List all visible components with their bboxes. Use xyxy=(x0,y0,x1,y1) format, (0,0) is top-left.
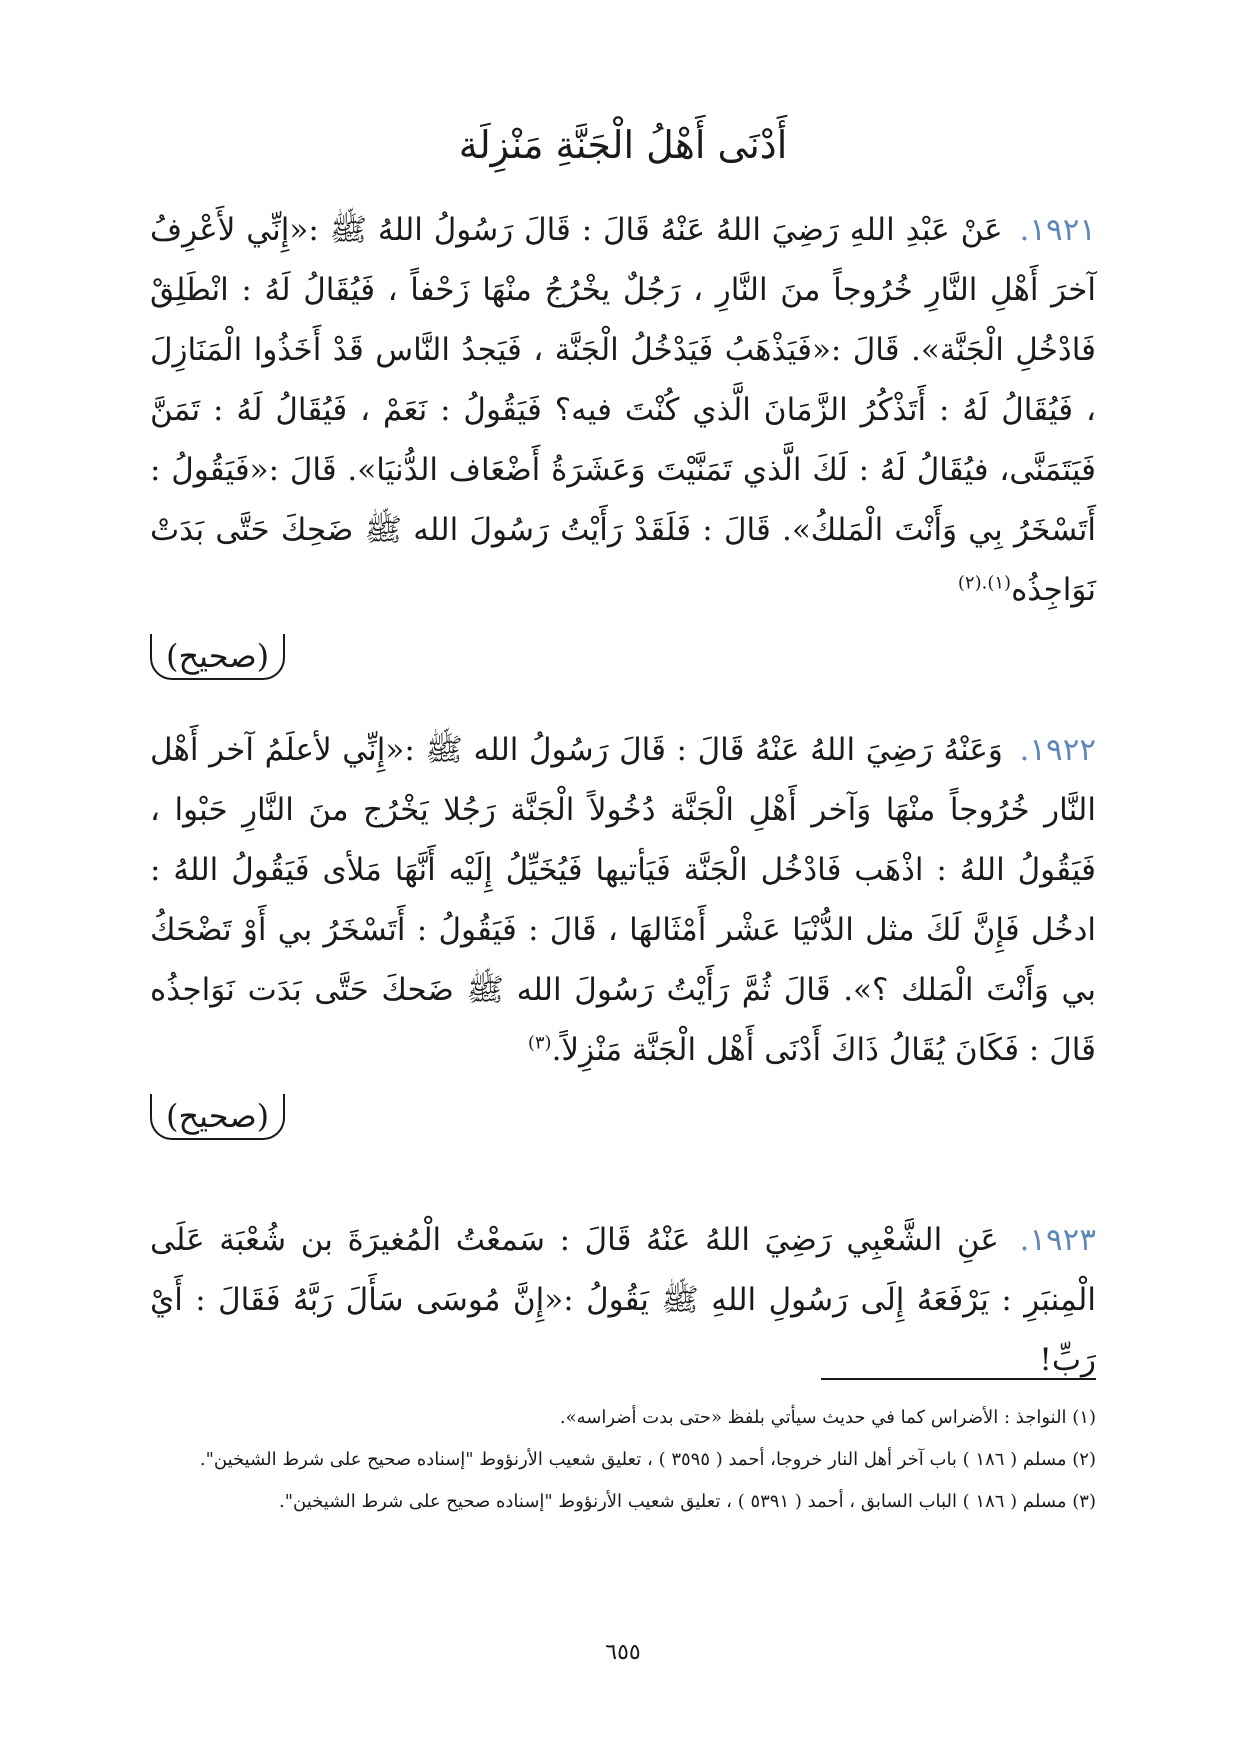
footnote-3: (٣) مسلم ( ١٨٦ ) الباب السابق ، أحمد ( ٥٣٩١ ) ، تعليق شعيب الأرنؤوط "إسناده صحيح على شرط الشيخين". xyxy=(279,1491,1096,1512)
hadith-1923 xyxy=(150,1210,1096,1390)
grade-label: (صحيح) xyxy=(150,1094,285,1140)
footnote-divider xyxy=(821,1378,1096,1380)
hadith-text: وَعَنْهُ رَضِيَ اللهُ عَنْهُ قَالَ : قَالَ رَسُولُ الله ﷺ :«إِنِّي لأعلَمُ آخر أَهْل النَّار خُرُوجاً منْهَا وَآخر أَهْلِ الْجَنَّة دُخُولاً الْجَنَّة رَجُلا يَخْرُج منَ النَّارِ حَبْوا ، فَيَقُولُ اللهُ : اذْهَب فَادْخُل الْجَنَّة فَيَأتيها فَيُخَيِّلُ إِلَيْه أَنَّهَا مَلأى فَيَقُولُ اللهُ : ادخُل فَإِنَّ لَكَ مثل الدُّنْيَا عَشْر أَمْثَالهَا ، قَالَ : فَيَقُولُ : أَتَسْخَرُ بي أَوْ تَضْحَكُ بي وَأَنْتَ الْمَلك ؟». قَالَ ثُمَّ رَأَيْتُ رَسُولَ الله ﷺ ضَحكَ حَتَّى بَدَت نَوَاجذُه قَالَ : فَكَانَ يُقَالُ ذَاكَ أَدْنَى أَهْل الْجَنَّة مَنْزِلاً. xyxy=(150,732,1096,1068)
hadith-number: ١٩٢١. xyxy=(1019,212,1096,248)
hadith-text: عَنِ الشَّعْبِي رَضِيَ اللهُ عَنْهُ قَالَ : سَمعْتُ الْمُغيرَةَ بن شُعْبَة عَلَى الْمِنبَرِ : يَرْفَعَهُ إِلَى رَسُولِ اللهِ ﷺ يَقُولُ :«إِنَّ مُوسَى سَأَلَ رَبَّهُ فَقَالَ : أَيْ رَبِّ! xyxy=(150,1222,1096,1378)
page-number: ٦٥٥ xyxy=(605,1640,641,1665)
grade-label: (صحيح) xyxy=(150,634,285,680)
footnotes xyxy=(150,1400,1096,1526)
hadith-body xyxy=(150,720,1096,1140)
chapter-title: أَدْنَى أَهْلُ الْجَنَّةِ مَنْزِلَة xyxy=(458,123,788,167)
book-page xyxy=(150,0,1096,1754)
footnote-reference: (١).(٢) xyxy=(957,572,1012,594)
hadith-text: عَنْ عَبْدِ اللهِ رَضِيَ اللهُ عَنْهُ قَالَ : قَالَ رَسُولُ اللهُ ﷺ :«إِنِّي لأَعْرِفُ آخرَ أَهْلِ النَّارِ خُرُوجاً منَ النَّارِ ، رَجُلٌ يخْرُجُ منْهَا زَحْفاً ، فَيُقَالُ لَهُ : انْطَلِقْ فَادْخُلِ الْجَنَّة». قَالَ :«فَيَذْهَبُ فَيَدْخُلُ الْجَنَّة ، فَيَجدُ النَّاس قَدْ أَخَذُوا الْمَنَازِلَ ، فَيُقَالُ لَهُ : أَتَذْكُرُ الزَّمَانَ الَّذي كُنْتَ فيه؟ فَيَقُولُ : نَعَمْ ، فَيُقَالُ لَهُ : تَمَنَّ فَيَتَمَنَّى، فيُقَالُ لَهُ : لَكَ الَّذي تَمَنَّيْتَ وَعَشَرَةُ أَضْعَاف الدُّنيَا». قَالَ :«فَيَقُولُ : أَتَسْخَرُ بِي وَأَنْتَ الْمَلكُ». قَالَ : فَلَقَدْ رَأَيْتُ رَسُولَ الله ﷺ ضَحِكَ حَتَّى بَدَتْ نَوَاجِذُه xyxy=(150,212,1096,608)
hadith-1921 xyxy=(150,200,1096,680)
footnote-2: (٢) مسلم ( ١٨٦ ) باب آخر أهل النار خروجا، أحمد ( ٣٥٩٥ ) ، تعليق شعيب الأرنؤوط "إسناده صحيح على شرط الشيخين". xyxy=(199,1449,1096,1470)
hadith-body xyxy=(150,200,1096,680)
hadith-number: ١٩٢٢. xyxy=(1019,732,1097,768)
hadith-1922 xyxy=(150,720,1096,1140)
hadith-number: ١٩٢٣. xyxy=(1019,1222,1096,1258)
footnote-reference: (٣) xyxy=(527,1032,552,1054)
footnote-1: (١) النواجذ : الأضراس كما في حديث سيأتي بلفظ «حتى بدت أضراسه». xyxy=(559,1407,1096,1428)
hadith-body xyxy=(150,1210,1096,1390)
